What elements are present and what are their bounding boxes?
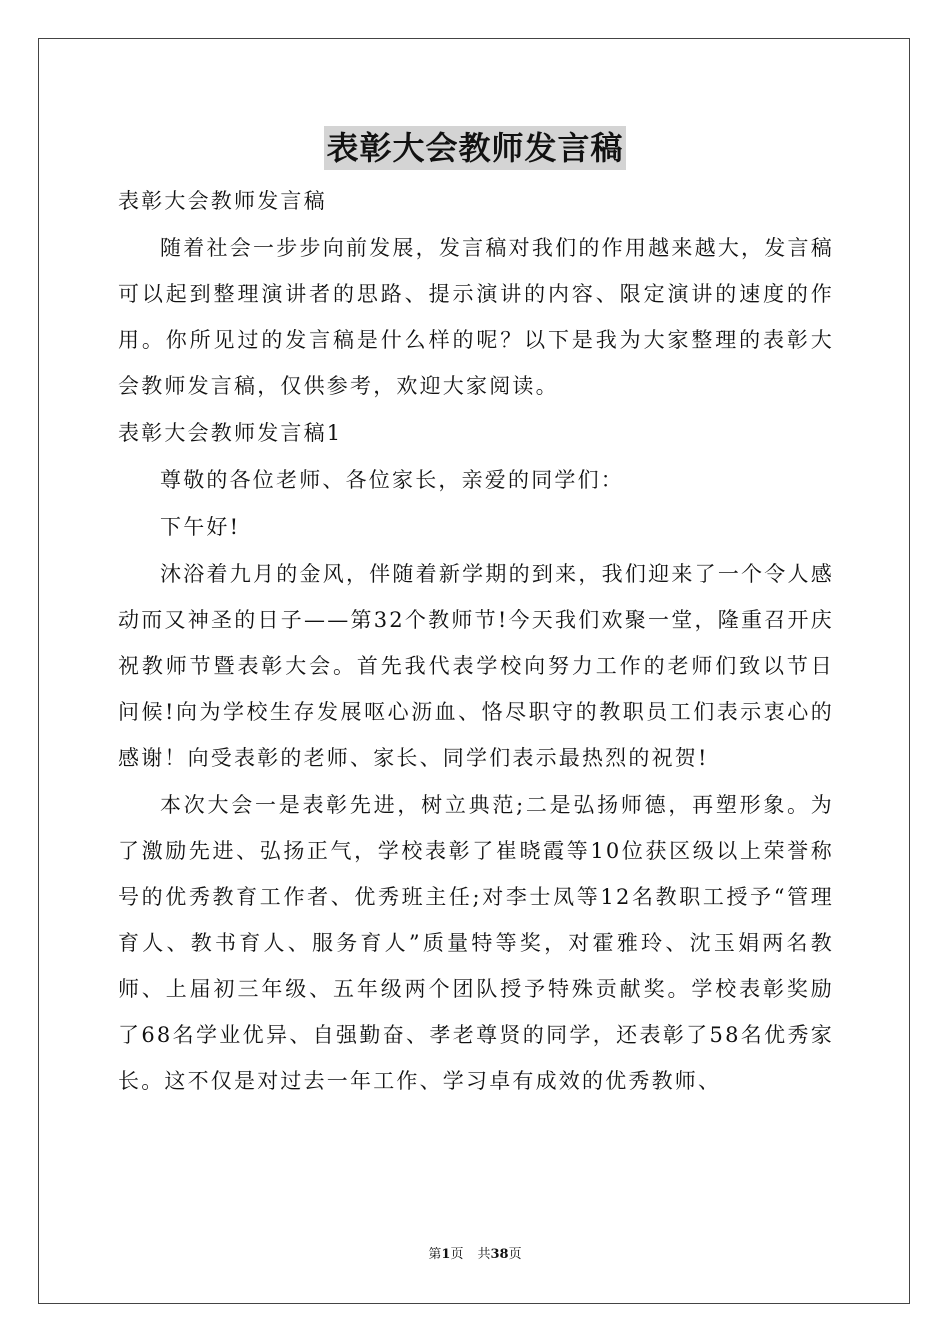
footer-total-unit: 页 (508, 1247, 522, 1262)
paragraph: 尊敬的各位老师、各位家长，亲爱的同学们： (160, 468, 624, 492)
page-footer (0, 1246, 950, 1264)
paragraph: 表彰大会教师发言稿 (118, 189, 327, 213)
title-wrap (0, 126, 950, 170)
document-body (118, 178, 834, 1105)
footer-page-unit: 页 (450, 1247, 464, 1262)
paragraph: 沐浴着九月的金风，伴随着新学期的到来，我们迎来了一个令人感动而又神圣的日子——第32个教师节!今天我们欢聚一堂，隆重召开庆祝教师节暨表彰大会。首先我代表学校向努力工作的老师们致以节日问候!向为学校生存发展呕心沥血、恪尽职守的教职员工们表示衷心的感谢！向受表彰的老师、家长、同学们表示最热烈的祝贺! (118, 562, 834, 770)
paragraph: 随着社会一步步向前发展，发言稿对我们的作用越来越大，发言稿可以起到整理演讲者的思路、提示演讲的内容、限定演讲的速度的作用。你所见过的发言稿是什么样的呢？以下是我为大家整理的表彰大会教师发言稿，仅供参考，欢迎大家阅读。 (118, 236, 834, 398)
document-title: 表彰大会教师发言稿 (324, 126, 625, 170)
footer-total-pages: 38 (490, 1247, 509, 1262)
footer-page-prefix: 第 (428, 1247, 442, 1262)
paragraph: 本次大会一是表彰先进，树立典范;二是弘扬师德，再塑形象。为了激励先进、弘扬正气，学校表彰了崔晓霞等10位获区级以上荣誉称号的优秀教育工作者、优秀班主任;对李士凤等12名教职工授予“管理育人、教书育人、服务育人”质量特等奖，对霍雅玲、沈玉娟两名教师、上届初三年级、五年级两个团队授予特殊贡献奖。学校表彰奖励了68名学业优异、自强勤奋、孝老尊贤的同学，还表彰了58名优秀家长。这不仅是对过去一年工作、学习卓有成效的优秀教师、 (118, 793, 834, 1093)
footer-total-prefix: 共 (477, 1247, 491, 1262)
footer-page-number: 1 (441, 1247, 451, 1262)
paragraph: 下午好! (160, 515, 241, 539)
section-heading: 表彰大会教师发言稿1 (118, 421, 343, 445)
